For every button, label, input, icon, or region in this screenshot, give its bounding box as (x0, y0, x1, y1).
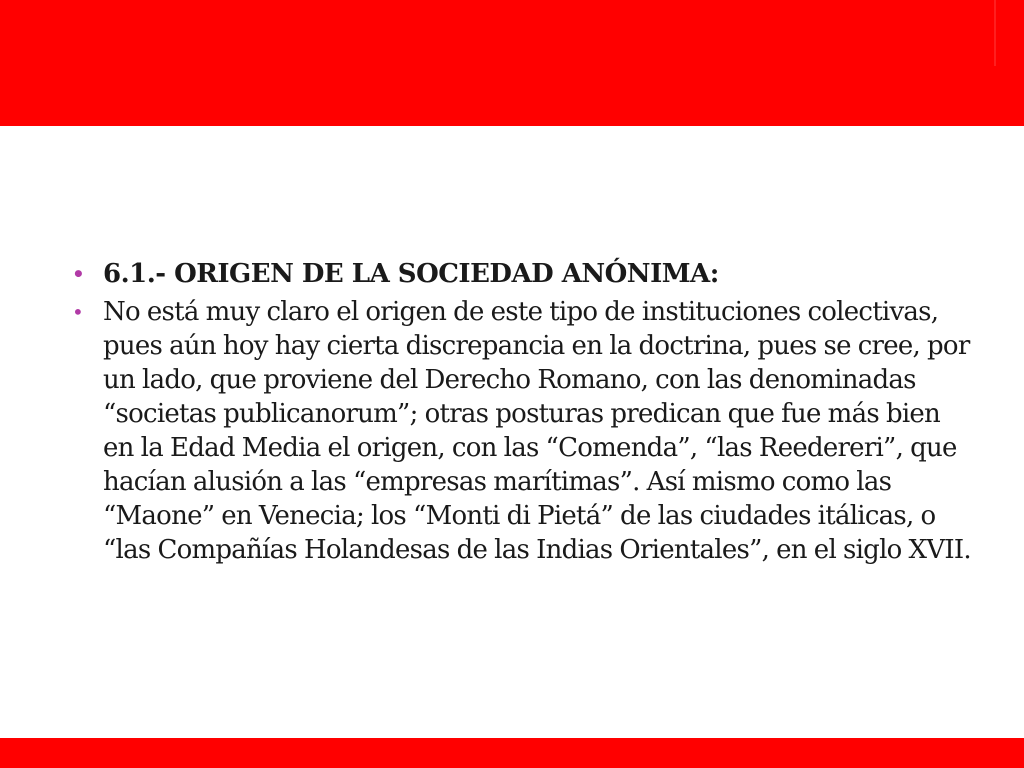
bottom-accent-band (0, 738, 1024, 768)
bullet-marker: • (72, 300, 84, 324)
bullet-heading (72, 257, 972, 291)
body-text: No está muy claro el origen de este tipo de instituciones colectivas, pues aún hoy hay cierta discrepancia en la doctrina, pues se cree, por un lado, que proviene del Derecho Romano, con las denominadas “societas publicanorum”; otras posturas predican que fue más bien en la Edad Media el origen, con las “Comenda”, “las Reedereri”, que hacían alusión a las “empresas marítimas”. Así mismo como las “Maone” en Venecia; los “Monti di Pietá” de las ciudades itálicas, o “las Compañías Holandesas de las Indias Orientales”, en el siglo XVII. (103, 297, 971, 565)
slide-content (72, 257, 972, 567)
top-accent-line (994, 0, 996, 66)
top-accent-band (0, 0, 1024, 126)
bullet-marker: • (72, 262, 85, 286)
heading-text: 6.1.- ORIGEN DE LA SOCIEDAD ANÓNIMA: (103, 259, 719, 289)
bullet-body (72, 295, 972, 567)
